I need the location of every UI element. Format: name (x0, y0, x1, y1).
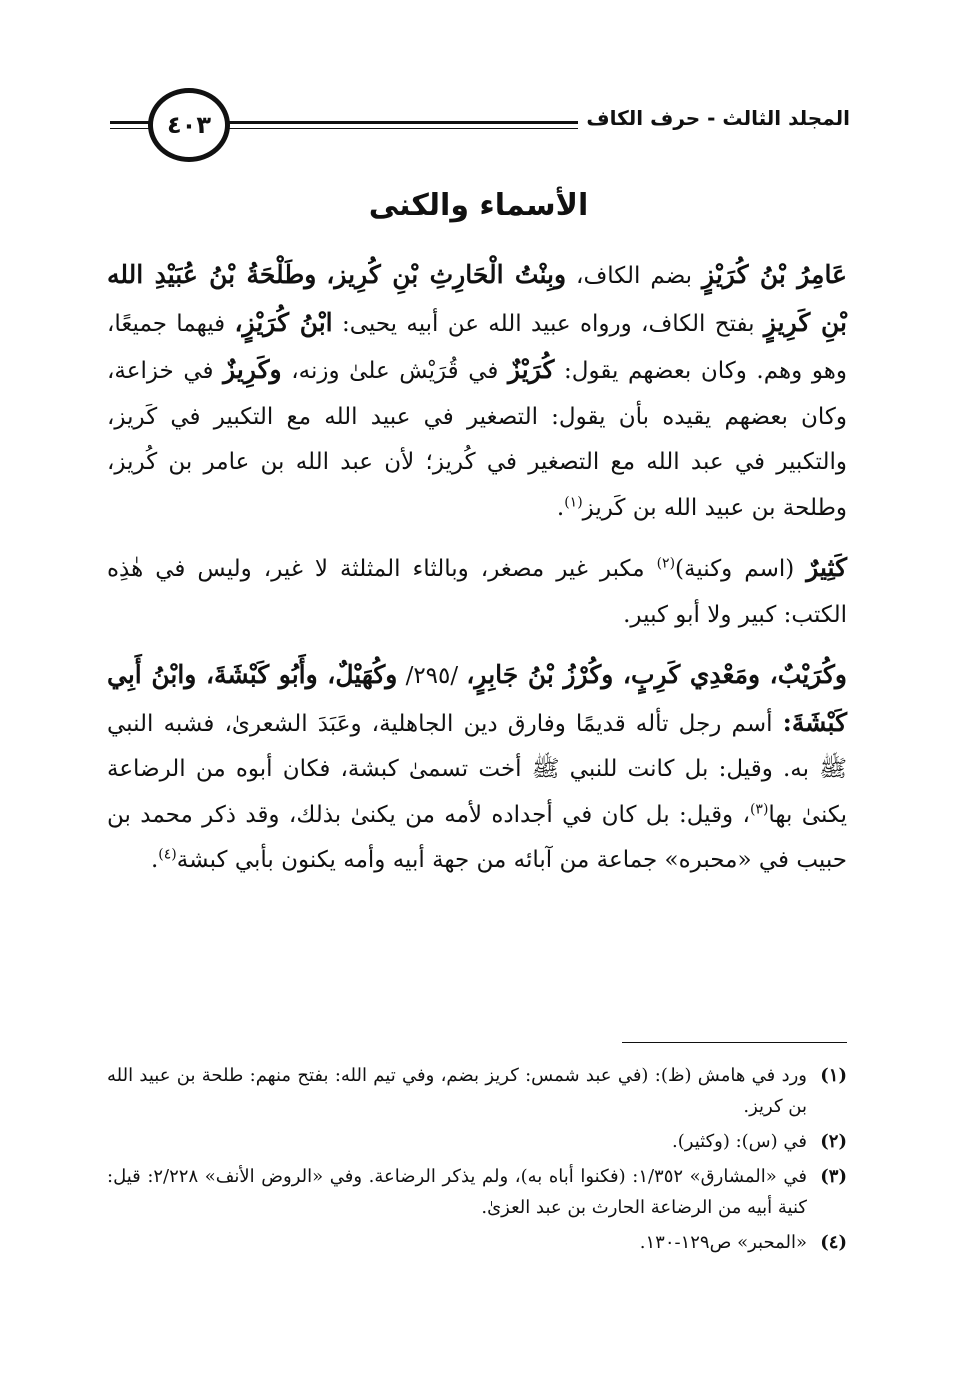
text-run: /٢٩٥/ (397, 663, 467, 689)
header-rule-left-thin (110, 128, 150, 129)
paragraph-3 (107, 652, 847, 884)
footnote-text: في (س): (وكثير). (672, 1131, 807, 1152)
entry-name: وكُرَيْبٌ، ومَعْدِي كَرِبٍ، وكُرْزُ بْنُ جَابِرٍ، (466, 660, 847, 689)
footnote-item (107, 1060, 847, 1122)
paragraph-1 (107, 252, 847, 531)
entry-name: كَثِيرٌ (806, 553, 848, 582)
footnote-number: (١) (820, 1065, 847, 1086)
entry-name: وكُهَيْلٌ، وأَبُو كَبْشَةَ، وابْنُ أَبِي كَبْشَةَ: (107, 660, 847, 737)
footnote-item (107, 1161, 847, 1223)
text-run: في قُرَيْش علىٰ وزنه، (281, 358, 508, 384)
text-run: . (556, 494, 565, 521)
text-run: . (150, 847, 159, 873)
entry-name: ابْنُ كُرَيْزٍ، (234, 307, 333, 337)
footnote-item (107, 1227, 847, 1258)
entry-name: وطَلْحَةُ بْنُ عُبَيْدِ الله بْنِ كَرِيزٍ (107, 260, 848, 337)
text-run: بفتح الكاف، ورواه عبيد الله عن أبيه يحيى: (332, 310, 764, 337)
text-run: في خزاعة، وكان بعضهم يقيده بأن يقول: التصغير في عبيد الله مع التكبير في كَريز، والتكبير في عبد الله مع التصغير في كُريز؛ لأن عبد الله بن عامر بن كُريز، وطلحة بن عبيد الله بن كَريز (107, 358, 847, 521)
footnote-ref[interactable]: (٤) (158, 846, 177, 863)
section-title: الأسماء والكنى (368, 188, 589, 223)
entry-name: وكَرِيزٌ (223, 355, 282, 384)
footnote-number: (٣) (820, 1166, 847, 1187)
text-run: ، وقيل: بل كان في أجداده لأمه من يكنىٰ بذلك، وقد ذكر محمد بن حبيب في «محبره» جماعة من آبائه من جهة أبيه وأمه يكنون بأبي كبشة (107, 801, 847, 873)
page-number: ٤٠٣ (148, 88, 230, 162)
footnote-text: ورد في هامش (ظ): (في عبد شمس: كريز بضم، وفي تيم الله: بفتح منهم: طلحة بن عبيد الله بن كريز. (107, 1065, 807, 1117)
footnote-divider (622, 1042, 847, 1043)
entry-name: عَامِرُ بْنُ كُرَيْزٍ (702, 260, 847, 289)
footnote-ref[interactable]: (١) (564, 493, 583, 510)
paragraph-2 (107, 545, 847, 638)
footnote-number: (٤) (820, 1232, 847, 1253)
header-rule-left (110, 121, 150, 124)
footnote-ref[interactable]: (٣) (749, 800, 769, 817)
text-run: فيهما جميعًا، وهو وهم. وكان بعضهم يقول: (107, 310, 847, 384)
footnotes (107, 1060, 847, 1262)
entry-name: وبِنْتُ الْحَارِثِ بْنِ كُرِيز، (326, 260, 567, 289)
page-header (110, 88, 850, 164)
text-run: بضم الكاف، (566, 263, 703, 289)
entry-name: كُرَيْزٌ (507, 355, 555, 384)
footnote-ref[interactable]: (٢) (656, 555, 676, 572)
main-text (107, 252, 847, 898)
footnote-text: «المحبر» ص١٢٩-١٣٠. (639, 1232, 807, 1253)
text-run: (اسم وكنية) (675, 556, 807, 582)
text-run (316, 263, 326, 289)
running-title: المجلد الثالث - حرف الكاف (578, 106, 850, 130)
text-run: أسم رجل تأله قديمًا وفارق دين الجاهلية، وعَبَدَ الشعرىٰ، فشبه النبي ﷺ به. وقيل: بل كانت للنبي ﷺ أخت تسمىٰ كبشة، فكان أبوه من الرضاعة يكنىٰ بها (107, 710, 847, 828)
footnote-item (107, 1126, 847, 1157)
text-run: مكبر غير مصغر، وبالثاء المثلثة لا غير، وليس في هٰذِه الكتب: كبير ولا أبو كبير. (107, 556, 847, 628)
footnote-text: في «المشارق» ١/٣٥٢: (فكنوا أباه به)، ولم يذكر الرضاعة. وفي «الروض الأنف» ٢/٢٢٨: قيل: كنية أبيه من الرضاعة الحارث بن عبد العزىٰ. (107, 1166, 807, 1218)
footnote-number: (٢) (820, 1131, 847, 1152)
